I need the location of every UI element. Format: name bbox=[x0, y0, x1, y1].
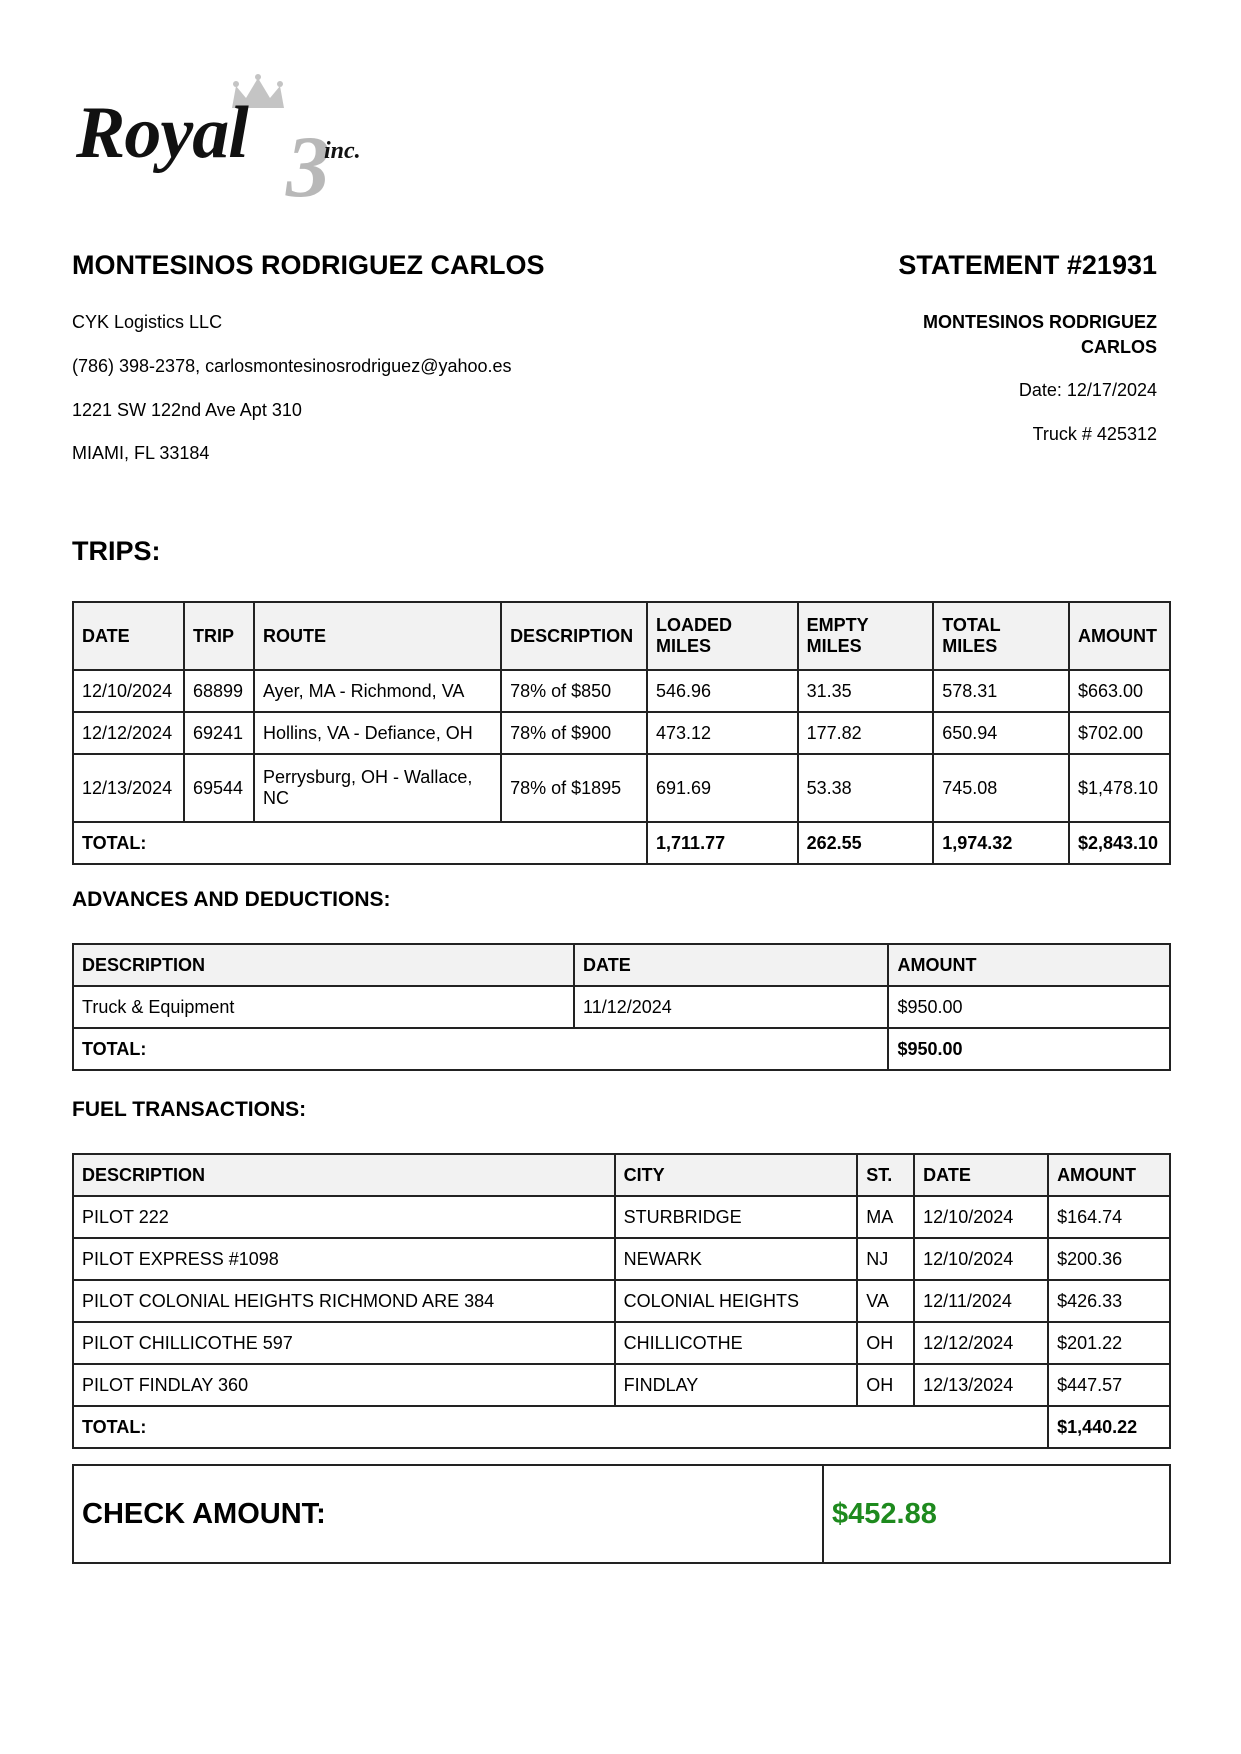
total-miles: 1,974.32 bbox=[933, 822, 1069, 864]
company-name: CYK Logistics LLC bbox=[72, 312, 223, 332]
table-row bbox=[73, 1280, 1170, 1322]
column-header: EMPTY MILES bbox=[798, 602, 934, 670]
total-amount: $950.00 bbox=[888, 1028, 1170, 1070]
column-header: LOADED MILES bbox=[647, 602, 798, 670]
recipient-line-1: MONTESINOS RODRIGUEZ bbox=[922, 312, 1157, 332]
trip-amount: $702.00 bbox=[1069, 712, 1170, 754]
column-header: DATE bbox=[914, 1154, 1048, 1196]
total-empty-miles: 262.55 bbox=[798, 822, 934, 864]
fuel-date: 12/10/2024 bbox=[914, 1238, 1048, 1280]
trip-route: Hollins, VA - Defiance, OH bbox=[254, 712, 501, 754]
trip-loaded-miles: 473.12 bbox=[647, 712, 798, 754]
fuel-amount: $447.57 bbox=[1048, 1364, 1170, 1406]
fuel-city: NEWARK bbox=[615, 1238, 858, 1280]
fuel-amount: $201.22 bbox=[1048, 1322, 1170, 1364]
total-amount: $1,440.22 bbox=[1048, 1406, 1170, 1448]
column-header: DESCRIPTION bbox=[73, 944, 574, 986]
table-row bbox=[73, 986, 1170, 1028]
fuel-date: 12/13/2024 bbox=[914, 1364, 1048, 1406]
trip-number: 69241 bbox=[184, 712, 254, 754]
column-header: ROUTE bbox=[254, 602, 501, 670]
column-header: TOTAL MILES bbox=[933, 602, 1069, 670]
total-label: TOTAL: bbox=[73, 1028, 888, 1070]
column-header: AMOUNT bbox=[888, 944, 1170, 986]
driver-name: MONTESINOS RODRIGUEZ CARLOS bbox=[72, 250, 545, 280]
check-amount-label: CHECK AMOUNT: bbox=[74, 1466, 824, 1562]
column-header: AMOUNT bbox=[1069, 602, 1170, 670]
deductions-total-row bbox=[73, 1028, 1170, 1070]
total-loaded-miles: 1,711.77 bbox=[647, 822, 798, 864]
fuel-amount: $426.33 bbox=[1048, 1280, 1170, 1322]
fuel-state: MA bbox=[857, 1196, 914, 1238]
fuel-state: VA bbox=[857, 1280, 914, 1322]
table-row bbox=[73, 712, 1170, 754]
logo-suffix: inc. bbox=[324, 138, 361, 164]
recipient-line-2: CARLOS bbox=[1081, 337, 1157, 357]
total-label: TOTAL: bbox=[73, 1406, 1048, 1448]
total-amount: $2,843.10 bbox=[1069, 822, 1170, 864]
fuel-date: 12/11/2024 bbox=[914, 1280, 1048, 1322]
city-state-zip: MIAMI, FL 33184 bbox=[72, 443, 210, 463]
fuel-amount: $164.74 bbox=[1048, 1196, 1170, 1238]
statement-recipient bbox=[857, 310, 1157, 360]
trip-loaded-miles: 546.96 bbox=[647, 670, 798, 712]
table-row bbox=[73, 1322, 1170, 1364]
column-header: ST. bbox=[857, 1154, 914, 1196]
fuel-description: PILOT 222 bbox=[73, 1196, 615, 1238]
deduction-amount: $950.00 bbox=[888, 986, 1170, 1028]
column-header: DATE bbox=[73, 602, 184, 670]
fuel-description: PILOT CHILLICOTHE 597 bbox=[73, 1322, 615, 1364]
deductions-title: ADVANCES AND DEDUCTIONS: bbox=[72, 888, 391, 911]
trip-empty-miles: 177.82 bbox=[798, 712, 934, 754]
contact-info: (786) 398-2378, carlosmontesinosrodriguez@yahoo.es bbox=[72, 356, 512, 376]
fuel-state: NJ bbox=[857, 1238, 914, 1280]
deduction-date: 11/12/2024 bbox=[574, 986, 888, 1028]
fuel-date: 12/12/2024 bbox=[914, 1322, 1048, 1364]
fuel-title: FUEL TRANSACTIONS: bbox=[72, 1098, 307, 1121]
trip-number: 68899 bbox=[184, 670, 254, 712]
check-amount-box bbox=[72, 1464, 1171, 1564]
trips-table bbox=[72, 601, 1171, 865]
table-row bbox=[73, 1238, 1170, 1280]
deduction-description: Truck & Equipment bbox=[73, 986, 574, 1028]
fuel-description: PILOT COLONIAL HEIGHTS RICHMOND ARE 384 bbox=[73, 1280, 615, 1322]
fuel-total-row bbox=[73, 1406, 1170, 1448]
deductions-header-row bbox=[73, 944, 1170, 986]
trip-description: 78% of $1895 bbox=[501, 754, 647, 822]
trip-total-miles: 650.94 bbox=[933, 712, 1069, 754]
logo-numeral: 3 bbox=[286, 119, 330, 216]
fuel-header-row bbox=[73, 1154, 1170, 1196]
trip-route: Perrysburg, OH - Wallace, NC bbox=[254, 754, 501, 822]
trip-date: 12/10/2024 bbox=[73, 670, 184, 712]
company-logo bbox=[76, 74, 386, 216]
trips-title: TRIPS: bbox=[72, 536, 161, 566]
column-header: DATE bbox=[574, 944, 888, 986]
truck-number: Truck # 425312 bbox=[1032, 424, 1157, 444]
total-label: TOTAL: bbox=[73, 822, 647, 864]
fuel-city: CHILLICOTHE bbox=[615, 1322, 858, 1364]
trip-loaded-miles: 691.69 bbox=[647, 754, 798, 822]
table-row bbox=[73, 754, 1170, 822]
fuel-city: COLONIAL HEIGHTS bbox=[615, 1280, 858, 1322]
trip-date: 12/12/2024 bbox=[73, 712, 184, 754]
deductions-table bbox=[72, 943, 1171, 1071]
table-row bbox=[73, 1196, 1170, 1238]
fuel-state: OH bbox=[857, 1322, 914, 1364]
column-header: CITY bbox=[615, 1154, 858, 1196]
trip-route: Ayer, MA - Richmond, VA bbox=[254, 670, 501, 712]
trip-amount: $1,478.10 bbox=[1069, 754, 1170, 822]
street-address: 1221 SW 122nd Ave Apt 310 bbox=[72, 400, 302, 420]
trip-description: 78% of $850 bbox=[501, 670, 647, 712]
trip-number: 69544 bbox=[184, 754, 254, 822]
column-header: DESCRIPTION bbox=[73, 1154, 615, 1196]
fuel-city: STURBRIDGE bbox=[615, 1196, 858, 1238]
trip-date: 12/13/2024 bbox=[73, 754, 184, 822]
fuel-description: PILOT FINDLAY 360 bbox=[73, 1364, 615, 1406]
trips-header-row bbox=[73, 602, 1170, 670]
trip-total-miles: 745.08 bbox=[933, 754, 1069, 822]
check-amount-value: $452.88 bbox=[832, 1497, 937, 1530]
statement-date: Date: 12/17/2024 bbox=[1018, 380, 1157, 400]
fuel-date: 12/10/2024 bbox=[914, 1196, 1048, 1238]
fuel-city: FINDLAY bbox=[615, 1364, 858, 1406]
logo-script: Royal bbox=[76, 92, 248, 174]
trip-empty-miles: 31.35 bbox=[798, 670, 934, 712]
trip-total-miles: 578.31 bbox=[933, 670, 1069, 712]
fuel-amount: $200.36 bbox=[1048, 1238, 1170, 1280]
trip-amount: $663.00 bbox=[1069, 670, 1170, 712]
trip-description: 78% of $900 bbox=[501, 712, 647, 754]
fuel-table bbox=[72, 1153, 1171, 1449]
trips-total-row bbox=[73, 822, 1170, 864]
fuel-description: PILOT EXPRESS #1098 bbox=[73, 1238, 615, 1280]
column-header: AMOUNT bbox=[1048, 1154, 1170, 1196]
table-row bbox=[73, 1364, 1170, 1406]
column-header: DESCRIPTION bbox=[501, 602, 647, 670]
column-header: TRIP bbox=[184, 602, 254, 670]
table-row bbox=[73, 670, 1170, 712]
trip-empty-miles: 53.38 bbox=[798, 754, 934, 822]
statement-number: STATEMENT #21931 bbox=[898, 250, 1157, 280]
fuel-state: OH bbox=[857, 1364, 914, 1406]
